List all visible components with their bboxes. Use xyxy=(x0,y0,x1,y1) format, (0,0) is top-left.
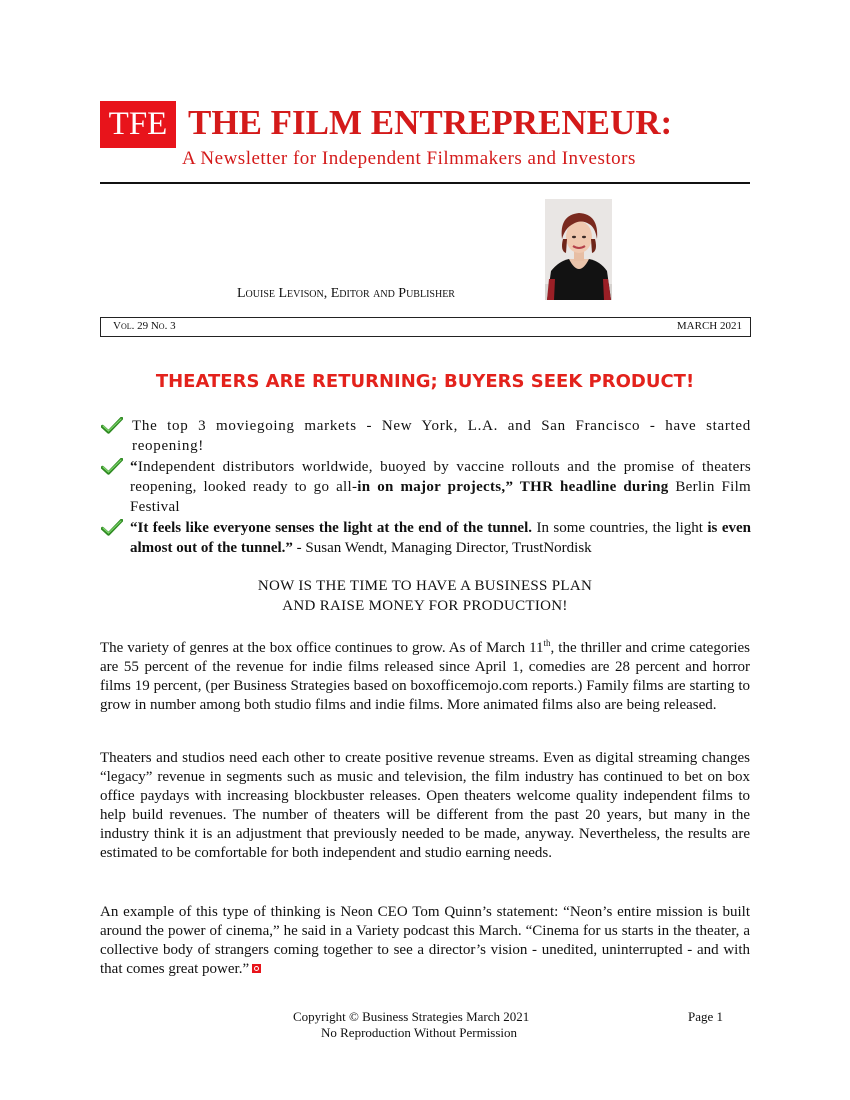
footer-copyright: Copyright © Business Strategies March 2021 xyxy=(293,1009,530,1024)
bullet-text-after: Berlin Film Festival xyxy=(130,479,752,515)
bullet-item xyxy=(101,416,751,456)
bullet-text: The top 3 moviegoing markets - New York, L.A. and San Francisco - have started reopening! xyxy=(132,418,751,454)
end-mark-icon xyxy=(252,964,261,973)
masthead-divider xyxy=(100,182,750,184)
footer-rights: No Reproduction Without Permission xyxy=(321,1025,518,1040)
logo: TFE xyxy=(100,101,176,148)
paragraph-theaters xyxy=(100,749,750,863)
quote-bold: “It feels like everyone senses the light at the end of the tunnel. xyxy=(130,520,533,536)
paragraph-text: , the thriller and crime categories are 55 percent of the revenue for indie films released since April 1, comedies are 28 percent and horror films 19 percent, (per Business Strategies based on boxofficemojo.com reports.) Family films are starting to grow in number among both studio films and indie films. More animated films also are being released. xyxy=(100,640,750,713)
portrait-illustration xyxy=(545,199,612,300)
callout-line-2: AND RAISE MONEY FOR PRODUCTION! xyxy=(282,598,568,614)
editor-byline: Louise Levison, Editor and Publisher xyxy=(237,286,455,301)
quote-bold-end: is even almost out of the tunnel.” xyxy=(130,520,751,556)
editor-photo xyxy=(545,199,612,300)
newsletter-subtitle: A Newsletter for Independent Filmmakers and Investors xyxy=(182,148,636,169)
check-icon xyxy=(101,458,123,475)
newsletter-title: THE FILM ENTREPRENEUR: xyxy=(188,103,673,142)
bullet-item xyxy=(101,518,751,558)
bullet-bold-text: in on major projects,” THR headline during xyxy=(357,479,669,495)
bullet-text: In some countries, the light xyxy=(532,520,708,536)
paragraph-text: Theaters and studios need each other to create positive revenue streams. Even as digital streaming changes “legacy” revenue in segments such as music and television, the film industry has continued to bet on box office paydays with increasing blockbuster releases. Open theaters welcome quality independent films to help build revenues. The number of theaters will be different from the past 20 years, but many in the industry think it is an adjustment that previously needed to be made, anyway. Nevertheless, the results are estimated to be comfortable for both independent and studio earning needs. xyxy=(100,750,750,861)
volume-number: Vol. 29 No. 3 xyxy=(113,320,176,332)
issue-info-bar xyxy=(100,317,751,337)
bullet-text: Independent distributors worldwide, buoyed by vaccine rollouts and the promise of theaters reopening, looked ready to go all- xyxy=(130,459,751,495)
ordinal-suffix: th xyxy=(543,638,551,648)
quote-attribution: - Susan Wendt, Managing Director, TrustNordisk xyxy=(292,540,592,556)
paragraph-genres xyxy=(100,634,750,715)
issue-date: MARCH 2021 xyxy=(676,320,742,332)
paragraph-text: The variety of genres at the box office continues to grow. As of March 11 xyxy=(100,640,544,656)
bullet-item xyxy=(101,457,751,517)
callout-line-1: NOW IS THE TIME TO HAVE A BUSINESS PLAN xyxy=(257,578,593,594)
page-number: Page 1 xyxy=(688,1009,724,1024)
main-headline: THEATERS ARE RETURNING; BUYERS SEEK PRODUCT! xyxy=(155,371,695,392)
paragraph-neon xyxy=(100,903,750,979)
check-icon xyxy=(101,417,123,434)
paragraph-text: An example of this type of thinking is Neon CEO Tom Quinn’s statement: “Neon’s entire mission is built around the power of cinema,” he said in a Variety podcast this March. “Cinema for us starts in the theater, a collective body of strangers coming together to see a director’s vision - unedited, uninterrupted - and with that comes great power.” xyxy=(100,904,750,977)
check-icon xyxy=(101,519,123,536)
bullet-open-quote: “ xyxy=(130,459,138,475)
